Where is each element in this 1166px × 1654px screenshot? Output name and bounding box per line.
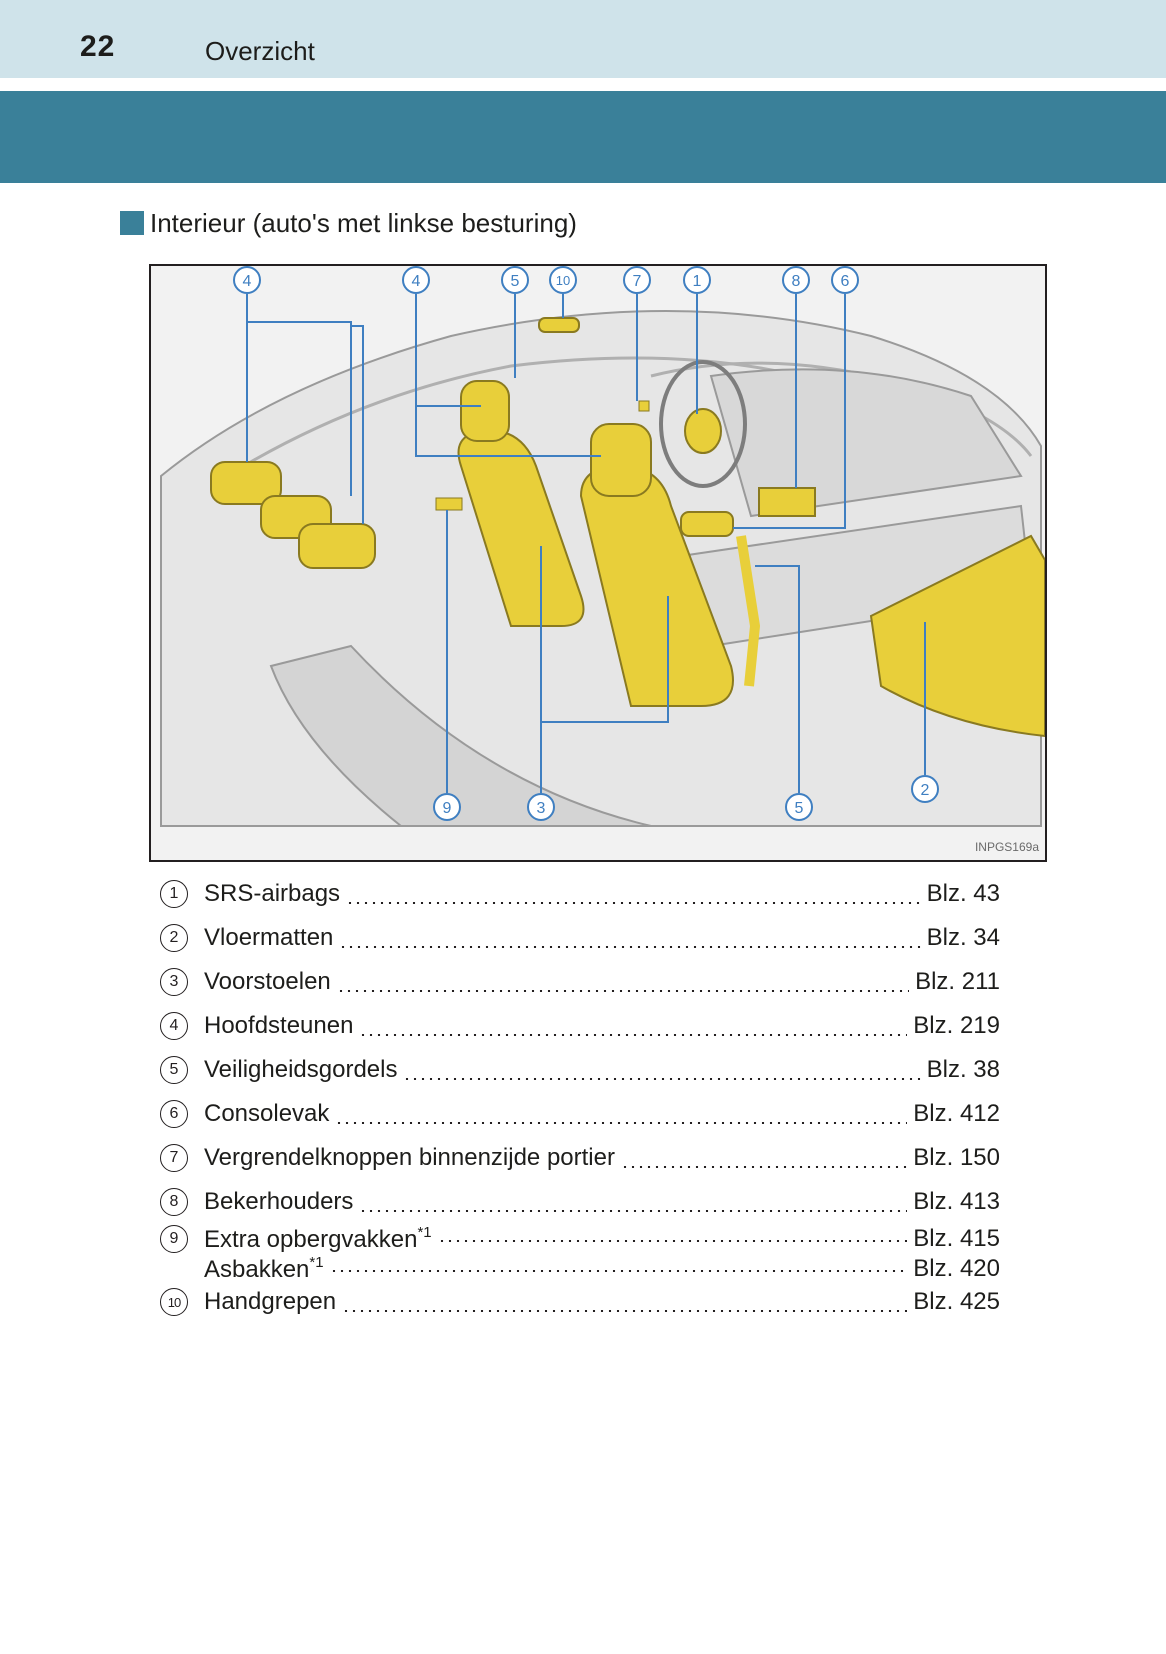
callout-label: 2 (920, 782, 930, 799)
leader-dots (359, 1210, 907, 1212)
page-reference: Blz. 415 (913, 1225, 1000, 1252)
item-number: 6 (160, 1100, 188, 1128)
item-number: 1 (160, 880, 188, 908)
callout-label: 6 (840, 273, 850, 290)
page-reference: Blz. 34 (926, 924, 1000, 951)
callout-label: 10 (555, 273, 571, 288)
leader-dots (335, 1122, 907, 1124)
list-item (160, 960, 1000, 1004)
item-label: Vergrendelknoppen binnenzijde portier (204, 1144, 615, 1171)
leader-dots (330, 1270, 908, 1272)
callout-label: 5 (794, 800, 804, 817)
chapter-title: Overzicht (205, 36, 315, 66)
figure-code: INPGS169a (974, 840, 1039, 854)
page-reference: Blz. 219 (913, 1012, 1000, 1039)
item-label: Consolevak (204, 1100, 330, 1127)
callouts-top (234, 267, 858, 293)
item-number: 3 (160, 968, 188, 996)
item-number: 2 (160, 924, 188, 952)
list-item (160, 1004, 1000, 1048)
callout-label: 1 (692, 273, 702, 290)
page-reference: Blz. 150 (913, 1144, 1000, 1171)
callout-label: 7 (632, 273, 642, 290)
list-item (160, 872, 1000, 916)
leader-dots (438, 1240, 908, 1242)
page-reference: Blz. 211 (915, 968, 1000, 995)
list-item (160, 1180, 1000, 1224)
callout-label: 8 (791, 273, 801, 290)
list-item (160, 1224, 1000, 1254)
item-number: 5 (160, 1056, 188, 1084)
page-reference: Blz. 425 (913, 1288, 1000, 1315)
section-heading (120, 206, 577, 240)
callout-label: 9 (442, 800, 452, 817)
item-label (204, 1224, 432, 1254)
section-marker-icon (120, 211, 144, 235)
item-number: 10 (160, 1288, 188, 1316)
callout-label: 4 (242, 273, 252, 290)
leader-dots (342, 1310, 907, 1312)
page-number: 22 (80, 30, 116, 63)
leader-dots (339, 946, 920, 948)
page-reference: Blz. 420 (913, 1255, 1000, 1282)
list-item (160, 1280, 1000, 1324)
item-label: Veiligheidsgordels (204, 1056, 398, 1083)
item-label: Bekerhouders (204, 1188, 354, 1215)
page-reference: Blz. 43 (926, 880, 1000, 907)
callout-label: 4 (411, 273, 421, 290)
list-item (160, 1048, 1000, 1092)
item-label: Hoofdsteunen (204, 1012, 354, 1039)
interior-illustration (149, 264, 1047, 862)
item-number: 8 (160, 1188, 188, 1216)
footnote-mark: *1 (417, 1224, 432, 1241)
item-number: 4 (160, 1012, 188, 1040)
item-number: 9 (160, 1225, 188, 1253)
page-reference: Blz. 413 (913, 1188, 1000, 1215)
item-label: Voorstoelen (204, 968, 331, 995)
list-item (160, 916, 1000, 960)
leader-dots (621, 1166, 907, 1168)
chapter-bar (0, 91, 1166, 183)
page-reference: Blz. 412 (913, 1100, 1000, 1127)
callout-label: 3 (536, 800, 546, 817)
list-item (160, 1136, 1000, 1180)
footnote-mark: *1 (309, 1254, 324, 1271)
section-title: Interieur (auto's met linkse besturing) (150, 207, 577, 238)
list-item (160, 1092, 1000, 1136)
item-label: Handgrepen (204, 1288, 337, 1315)
item-label: Vloermatten (204, 924, 334, 951)
leader-dots (403, 1078, 920, 1080)
item-label-text: Extra opbergvakken (204, 1226, 418, 1253)
item-label: SRS-airbags (204, 880, 341, 907)
header-band (0, 0, 1166, 78)
interior-drawing (151, 266, 1045, 860)
item-label-text: Asbakken (204, 1256, 310, 1283)
leader-dots (346, 902, 921, 904)
leader-dots (337, 990, 909, 992)
legend-list (160, 872, 1000, 1324)
item-number: 7 (160, 1144, 188, 1172)
leader-dots (359, 1034, 907, 1036)
page-reference: Blz. 38 (926, 1056, 1000, 1083)
callout-label: 5 (510, 273, 520, 290)
